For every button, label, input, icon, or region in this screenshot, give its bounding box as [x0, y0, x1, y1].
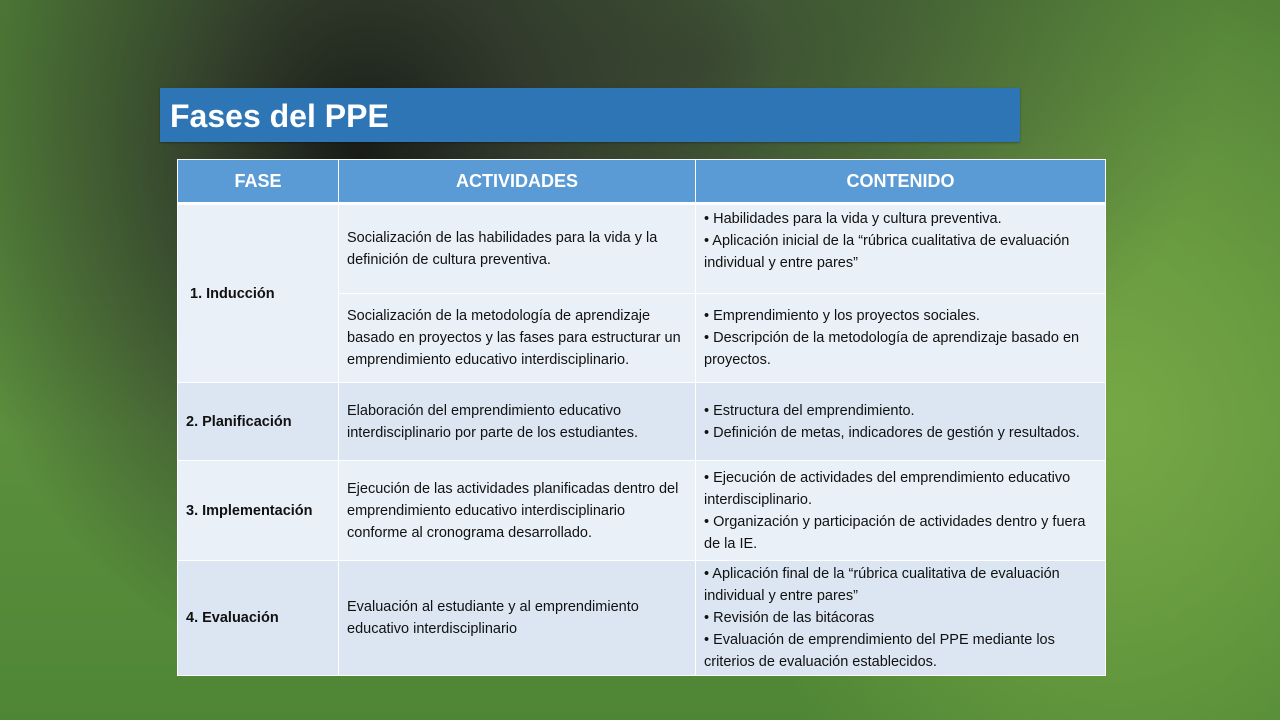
activity-cell: Socialización de las habilidades para la vida y la definición de cultura preventiva.: [339, 204, 696, 294]
content-bullet: • Organización y participación de actividades dentro y fuera de la IE.: [704, 513, 1086, 552]
header-fase: FASE: [178, 160, 339, 204]
content-bullet: • Ejecución de actividades del emprendimiento educativo interdisciplinario.: [704, 469, 1071, 508]
table-row: [178, 383, 1106, 461]
content-bullet: • Habilidades para la vida y cultura preventiva.: [704, 211, 1002, 227]
activity-cell: Elaboración del emprendimiento educativo interdisciplinario por parte de los estudiantes.: [339, 383, 696, 461]
slide-title-bar: [160, 88, 1020, 142]
content-cell: [696, 561, 1106, 676]
slide-title: Fases del PPE: [170, 98, 389, 134]
table-header-row: [178, 160, 1106, 204]
activity-cell: Socialización de la metodología de aprendizaje basado en proyectos y las fases para estructurar un emprendimiento educativo interdisciplinario.: [339, 294, 696, 383]
phases-table: [177, 159, 1106, 676]
content-cell: [696, 294, 1106, 383]
content-cell: [696, 461, 1106, 561]
content-cell: [696, 204, 1106, 294]
content-bullet: • Estructura del emprendimiento.: [704, 402, 915, 419]
content-cell: [696, 383, 1106, 461]
content-bullet: • Aplicación final de la “rúbrica cualitativa de evaluación individual y entre pares”: [704, 566, 1060, 604]
phase-cell: 4. Evaluación: [178, 561, 339, 676]
phase-cell: 2. Planificación: [178, 383, 339, 461]
table-row: [178, 561, 1106, 676]
content-bullet: • Evaluación de emprendimiento del PPE mediante los criterios de evaluación establecidos.: [704, 632, 1055, 670]
content-bullet: • Revisión de las bitácoras: [704, 610, 875, 626]
content-bullet: • Definición de metas, indicadores de gestión y resultados.: [704, 424, 1080, 441]
content-bullet: • Emprendimiento y los proyectos sociales.: [704, 308, 980, 324]
content-bullet: • Aplicación inicial de la “rúbrica cualitativa de evaluación individual y entre pares”: [704, 233, 1070, 271]
content-bullet: • Descripción de la metodología de aprendizaje basado en proyectos.: [704, 330, 1080, 368]
header-actividades: ACTIVIDADES: [339, 160, 696, 204]
phase-cell: 3. Implementación: [178, 461, 339, 561]
header-contenido: CONTENIDO: [696, 160, 1106, 204]
table-row: [178, 461, 1106, 561]
activity-cell: Ejecución de las actividades planificadas dentro del emprendimiento educativo interdisciplinario conforme al cronograma desarrollado.: [339, 461, 696, 561]
table-row: [178, 204, 1106, 294]
activity-cell: Evaluación al estudiante y al emprendimiento educativo interdisciplinario: [339, 561, 696, 676]
phase-cell: 1. Inducción: [178, 204, 339, 383]
